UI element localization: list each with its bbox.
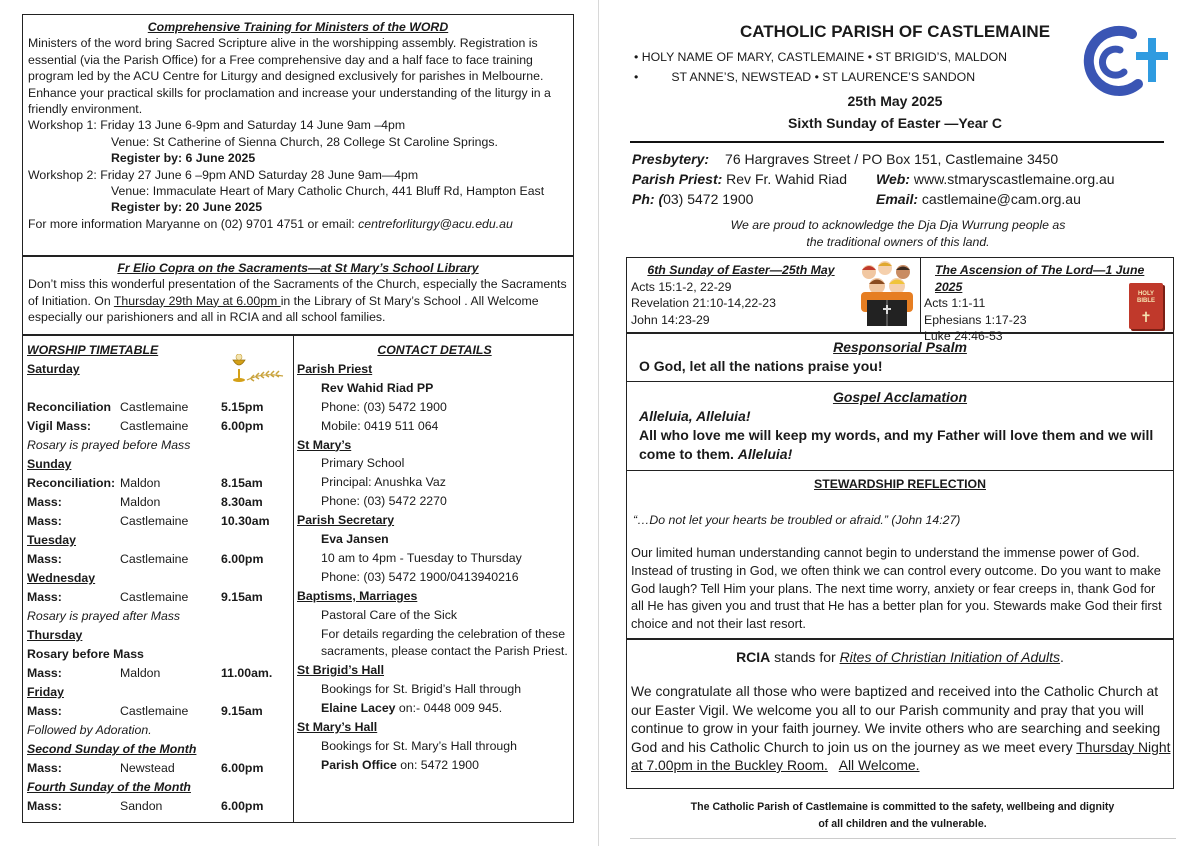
bullet-icon: •	[634, 70, 639, 84]
sat-reconciliation-row: Reconciliation Castlemaine 5.15pm	[27, 400, 264, 414]
bible-cross: ✝	[1140, 309, 1152, 325]
contact-stmarys-school: Primary School	[321, 456, 405, 471]
day-tuesday: Tuesday	[27, 533, 76, 547]
website-link[interactable]: www.stmaryscastlemaine.org.au	[913, 171, 1115, 187]
second-sunday-heading: Second Sunday of the Month	[27, 742, 197, 756]
workshop2-venue: Venue: Immaculate Heart of Mary Catholic Church, 441 Bluff Rd, Hampton East	[111, 184, 545, 199]
fri-note: Followed by Adoration.	[27, 723, 152, 737]
copra-box	[22, 256, 574, 335]
training-intro: Ministers of the word bring Sacred Scripture alive in the worshipping assembly. Registration is essential (via the Parish Office) for a Free comprehensive day and a half face to face training program led by the ACU Centre for Liturgy and designed exclusively for parishes in Melbourne. Enhance your practical skills for proclamation and increase your understanding of the liturgy in a friendly environment.	[28, 36, 551, 117]
parish-title: CATHOLIC PARISH OF CASTLEMAINE	[739, 22, 1051, 41]
churches-line-1: • HOLY NAME OF MARY, CASTLEMAINE • ST BRIGID’S, MALDON	[634, 50, 1008, 64]
reading: Acts 15:1-2, 22-29	[631, 279, 732, 294]
rcia-box	[626, 639, 1174, 789]
schedule-box	[22, 335, 574, 823]
safeguarding-footer: The Catholic Parish of Castlemaine is committed to the safety, wellbeing and dignity of all children and the vulnerable.	[690, 801, 1115, 830]
contact-secretary-name: Eva Jansen	[321, 532, 389, 547]
fourth-sunday-heading: Fourth Sunday of the Month	[27, 780, 191, 794]
priest-line: Parish Priest: Rev Fr. Wahid Riad	[632, 171, 848, 187]
liturgy-box	[626, 333, 1174, 639]
second-sunday-row: Mass: Newstead 6.00pm	[27, 761, 264, 775]
churches-line-2: • ST ANNE’S, NEWSTEAD • ST LAURENCE’S SANDON	[634, 70, 976, 84]
day-thursday: Thursday	[27, 628, 83, 642]
workshop2-when: Workshop 2: Friday 27 June 6 –9pm AND Saturday 28 June 9am—4pm	[28, 167, 419, 182]
thu-rosary: Rosary before Mass	[27, 647, 144, 661]
gospel-divider	[627, 470, 1173, 471]
training-box	[22, 14, 574, 256]
sat-note: Rosary is prayed before Mass	[27, 438, 191, 452]
readings-left-title: 6th Sunday of Easter—25th May	[647, 263, 835, 277]
page-gutter-line	[598, 0, 599, 846]
readings-box	[626, 257, 1174, 344]
contact-pp-name: Rev Wahid Riad PP	[321, 380, 434, 395]
worship-title: WORSHIP TIMETABLE	[27, 343, 159, 357]
worship-timetable	[27, 341, 291, 816]
bible-label: HOLY BIBLE	[1137, 291, 1155, 304]
day-friday: Friday	[27, 685, 64, 699]
web-line: Web: www.stmaryscastlemaine.org.au	[876, 171, 1115, 187]
bulletin-date: 25th May 2025	[847, 93, 943, 109]
workshop1-venue: Venue: St Catherine of Sienna Church, 28 College St Caroline Springs.	[111, 134, 498, 149]
schedule-divider	[293, 336, 294, 823]
psalm-divider	[627, 381, 1173, 382]
day-sunday: Sunday	[27, 457, 72, 471]
contact-baptisms-details: For details regarding the celebration of these sacraments, please contact the Parish Priest.	[321, 626, 568, 658]
contact-details	[297, 341, 572, 774]
copra-title: Fr Elio Copra on the Sacraments—at St Mary’s School Library	[117, 261, 479, 275]
stewardship-text: Our limited human understanding cannot begin to understand the immense power of God. Instead of trusting in God, we often think we can control every outcome. Do you want to make God laugh? Tell Him your plans. The next time worry, anxiety or fear creeps in, thank God for all He has given you and trust that He has a better plan for you. Stewards make God their first choice and not their last resort.	[631, 545, 1162, 632]
training-title: Comprehensive Training for Ministers of the WORD	[147, 20, 449, 34]
sun-reconciliation-row: Reconciliation: Maldon 8.15am	[27, 476, 263, 490]
contact-pp-phone: Phone: (03) 5472 1900	[321, 399, 447, 414]
psalm-text: O God, let all the nations praise you!	[639, 358, 883, 374]
holy-bible-icon	[1129, 283, 1163, 329]
contact-stbrigid-booking: Bookings for St. Brigid’s Hall through	[321, 681, 522, 696]
fourth-sunday-row: Mass: Sandon 6.00pm	[27, 799, 264, 813]
footer-rule	[630, 838, 1176, 839]
contact-secretary-hours: 10 am to 4pm - Tuesday to Thursday	[321, 550, 522, 565]
sun-mass2-row: Mass: Castlemaine 10.30am	[27, 514, 270, 528]
header-rule	[630, 141, 1164, 143]
bullet-icon: •	[634, 50, 642, 64]
reading: Acts 1:1-11	[924, 296, 986, 311]
training-more-info: For more information Maryanne on (02) 9701 4751 or email: centreforliturgy@acu.edu.au	[28, 216, 513, 231]
email-link[interactable]: castlemaine@cam.org.au	[921, 191, 1081, 207]
training-email-link[interactable]: centreforliturgy@acu.edu.au	[358, 216, 513, 231]
sun-mass1-row: Mass: Maldon 8.30am	[27, 495, 263, 509]
contact-secretary-phone: Phone: (03) 5472 1900/0413940216	[321, 569, 519, 584]
reading: Revelation 21:10-14,22-23	[631, 296, 776, 311]
wed-note: Rosary is prayed after Mass	[27, 609, 181, 623]
psalm-title: Responsorial Psalm	[833, 339, 967, 355]
contact-stmarys-principal: Principal: Anushka Vaz	[321, 475, 446, 490]
fri-mass-row: Mass: Castlemaine 9.15am	[27, 704, 263, 718]
stewardship-quote: “…Do not let your hearts be troubled or afraid.” (John 14:27)	[633, 513, 961, 527]
workshop1-when: Workshop 1: Friday 13 June 6-9pm and Saturday 14 June 9am –4pm	[28, 118, 406, 133]
rcia-text: We congratulate all those who were baptized and received into the Catholic Church at our Easter Vigil. We welcome you all to our Parish community and pray that you will continue to grow in your faith journey. We invite others who are searching and seeking God and his Catholic Church to join us on the journey as we meet every Thursday Night at 7.00pm in the Buckley Room. All Welcome.	[631, 683, 1171, 773]
workshop1-register: Register by: 6 June 2025	[111, 151, 256, 166]
thu-mass-row: Mass: Maldon 11.00am.	[27, 666, 273, 680]
contact-stmarys-head: St Mary’s	[297, 437, 352, 452]
sat-vigil-row: Vigil Mass: Castlemaine 6.00pm	[27, 419, 264, 433]
gospel-title: Gospel Acclamation	[832, 389, 968, 405]
contact-stmarys-phone: Phone: (03) 5472 2270	[321, 494, 447, 509]
contact-stmaryshall-head: St Mary’s Hall	[297, 719, 378, 734]
contact-stbrigid-head: St Brigid’s Hall	[297, 663, 385, 677]
parish-logo-icon	[1074, 20, 1174, 102]
day-wednesday: Wednesday	[27, 571, 96, 585]
workshop2-register: Register by: 20 June 2025	[111, 200, 263, 215]
rcia-heading: RCIA stands for Rites of Christian Initiation of Adults.	[736, 649, 1064, 665]
contact-secretary-head: Parish Secretary	[297, 513, 395, 528]
contact-baptisms-care: Pastoral Care of the Sick	[321, 607, 458, 622]
reading: Luke 24:46-53	[924, 329, 1003, 344]
acknowledgement: We are proud to acknowledge the Dja Dja Wurrung people as the traditional owners of this land.	[730, 218, 1066, 249]
gospel-alleluia: Alleluia, Alleluia!	[639, 408, 751, 424]
sunday-name: Sixth Sunday of Easter —Year C	[788, 115, 1002, 131]
day-saturday: Saturday	[27, 362, 80, 376]
contact-title: CONTACT DETAILS	[377, 343, 492, 357]
readings-left	[631, 262, 851, 328]
tue-mass-row: Mass: Castlemaine 6.00pm	[27, 552, 264, 566]
presbytery-line: Presbytery: 76 Hargraves Street / PO Box 151, Castlemaine 3450	[632, 151, 1059, 167]
contact-baptisms-head: Baptisms, Marriages	[297, 588, 418, 603]
contact-stbrigid-contact: Elaine Lacey on:- 0448 009 945.	[321, 700, 503, 715]
children-reading-icon	[855, 260, 919, 330]
reading: Ephesians 1:17-23	[924, 312, 1027, 327]
gospel-text: All who love me will keep my words, and my Father will love them and we will come to them. Alleluia!	[639, 427, 1154, 462]
readings-right-title: The Ascension of The Lord—1 June 2025	[935, 263, 1145, 294]
readings-divider	[920, 258, 921, 333]
chalice-wheat-icon	[227, 354, 285, 388]
contact-stmaryshall-booking: Bookings for St. Mary’s Hall through	[321, 738, 517, 753]
email-line: Email: castlemaine@cam.org.au	[876, 191, 1081, 207]
contact-stmaryshall-contact: Parish Office on: 5472 1900	[321, 757, 479, 772]
contact-pp-head: Parish Priest	[297, 361, 373, 376]
copra-text: Don’t miss this wonderful presentation of the Sacraments of the Church, especially the Sacraments of Initiation. On Thursday 29th May at 6.00pm in the Library of St Mary’s School . All Welcome especially our parishioners and all in RCIA and all school families.	[28, 277, 567, 325]
reading: John 14:23-29	[631, 312, 710, 327]
stewardship-title: STEWARDSHIP REFLECTION	[814, 477, 986, 491]
wed-mass-row: Mass: Castlemaine 9.15am	[27, 590, 263, 604]
contact-pp-mobile: Mobile: 0419 511 064	[321, 418, 439, 433]
phone-line: Ph: (03) 5472 1900	[632, 191, 754, 207]
